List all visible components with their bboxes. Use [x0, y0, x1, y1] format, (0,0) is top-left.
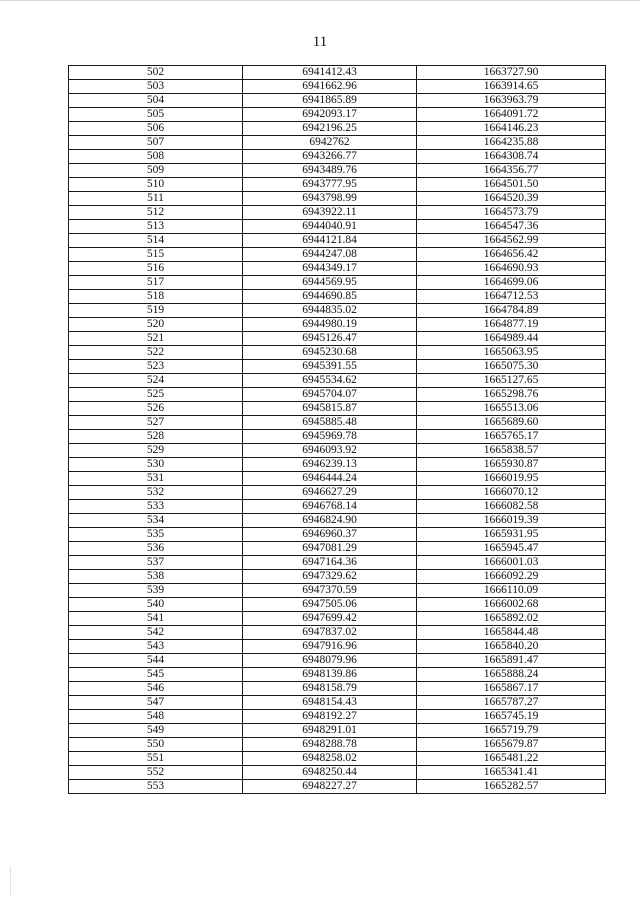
x-coordinate-cell: 6948227.27	[243, 780, 417, 794]
table-row	[69, 150, 606, 164]
point-number-cell: 509	[69, 164, 243, 178]
y-coordinate-cell: 1666092.29	[417, 570, 606, 584]
y-coordinate-cell: 1665679.87	[417, 738, 606, 752]
table-row	[69, 220, 606, 234]
point-number-cell: 527	[69, 416, 243, 430]
y-coordinate-cell: 1664520.39	[417, 192, 606, 206]
table-row	[69, 262, 606, 276]
y-coordinate-cell: 1665481.22	[417, 752, 606, 766]
point-number-cell: 545	[69, 668, 243, 682]
table-row	[69, 710, 606, 724]
x-coordinate-cell: 6943922.11	[243, 206, 417, 220]
y-coordinate-cell: 1664699.06	[417, 276, 606, 290]
point-number-cell: 547	[69, 696, 243, 710]
y-coordinate-cell: 1665931.95	[417, 528, 606, 542]
point-number-cell: 518	[69, 290, 243, 304]
x-coordinate-cell: 6945230.68	[243, 346, 417, 360]
point-number-cell: 524	[69, 374, 243, 388]
y-coordinate-cell: 1665838.57	[417, 444, 606, 458]
point-number-cell: 540	[69, 598, 243, 612]
table-row	[69, 122, 606, 136]
point-number-cell: 550	[69, 738, 243, 752]
y-coordinate-cell: 1666110.09	[417, 584, 606, 598]
margin-mark	[10, 866, 11, 896]
table-row	[69, 192, 606, 206]
page-number: 11	[312, 34, 328, 50]
table-row	[69, 276, 606, 290]
y-coordinate-cell: 1664712.53	[417, 290, 606, 304]
point-number-cell: 549	[69, 724, 243, 738]
x-coordinate-cell: 6944569.95	[243, 276, 417, 290]
point-number-cell: 511	[69, 192, 243, 206]
table-row	[69, 542, 606, 556]
table-row	[69, 528, 606, 542]
table-row	[69, 66, 606, 80]
table-row	[69, 780, 606, 794]
point-number-cell: 530	[69, 458, 243, 472]
y-coordinate-cell: 1663727.90	[417, 66, 606, 80]
point-number-cell: 508	[69, 150, 243, 164]
y-coordinate-cell: 1665298.76	[417, 388, 606, 402]
x-coordinate-cell: 6944040.91	[243, 220, 417, 234]
point-number-cell: 544	[69, 654, 243, 668]
point-number-cell: 536	[69, 542, 243, 556]
point-number-cell: 512	[69, 206, 243, 220]
x-coordinate-cell: 6946444.24	[243, 472, 417, 486]
table-row	[69, 556, 606, 570]
x-coordinate-cell: 6948291.01	[243, 724, 417, 738]
x-coordinate-cell: 6948079.96	[243, 654, 417, 668]
x-coordinate-cell: 6944690.85	[243, 290, 417, 304]
point-number-cell: 520	[69, 318, 243, 332]
point-number-cell: 531	[69, 472, 243, 486]
table-row	[69, 696, 606, 710]
table-row	[69, 290, 606, 304]
table-row	[69, 654, 606, 668]
y-coordinate-cell: 1665892.02	[417, 612, 606, 626]
y-coordinate-cell: 1666019.95	[417, 472, 606, 486]
table-row	[69, 80, 606, 94]
x-coordinate-cell: 6944121.84	[243, 234, 417, 248]
point-number-cell: 552	[69, 766, 243, 780]
y-coordinate-cell: 1665945.47	[417, 542, 606, 556]
y-coordinate-cell: 1665689.60	[417, 416, 606, 430]
x-coordinate-cell: 6948154.43	[243, 696, 417, 710]
table-row	[69, 486, 606, 500]
x-coordinate-cell: 6945391.55	[243, 360, 417, 374]
point-number-cell: 542	[69, 626, 243, 640]
point-number-cell: 533	[69, 500, 243, 514]
table-row	[69, 346, 606, 360]
table-row	[69, 598, 606, 612]
point-number-cell: 519	[69, 304, 243, 318]
y-coordinate-cell: 1666019.39	[417, 514, 606, 528]
x-coordinate-cell: 6941865.89	[243, 94, 417, 108]
table-row	[69, 500, 606, 514]
y-coordinate-cell: 1664308.74	[417, 150, 606, 164]
point-number-cell: 521	[69, 332, 243, 346]
y-coordinate-cell: 1665844.48	[417, 626, 606, 640]
point-number-cell: 503	[69, 80, 243, 94]
point-number-cell: 532	[69, 486, 243, 500]
table-row	[69, 402, 606, 416]
table-row	[69, 178, 606, 192]
table-row	[69, 388, 606, 402]
table-row	[69, 304, 606, 318]
x-coordinate-cell: 6941412.43	[243, 66, 417, 80]
x-coordinate-cell: 6946093.92	[243, 444, 417, 458]
table-row	[69, 738, 606, 752]
y-coordinate-cell: 1665745.19	[417, 710, 606, 724]
y-coordinate-cell: 1665513.06	[417, 402, 606, 416]
y-coordinate-cell: 1666001.03	[417, 556, 606, 570]
x-coordinate-cell: 6948139.86	[243, 668, 417, 682]
point-number-cell: 537	[69, 556, 243, 570]
table-row	[69, 584, 606, 598]
point-number-cell: 504	[69, 94, 243, 108]
x-coordinate-cell: 6948258.02	[243, 752, 417, 766]
x-coordinate-cell: 6944835.02	[243, 304, 417, 318]
point-number-cell: 507	[69, 136, 243, 150]
y-coordinate-cell: 1664235.88	[417, 136, 606, 150]
y-coordinate-cell: 1665930.87	[417, 458, 606, 472]
table-row	[69, 570, 606, 584]
y-coordinate-cell: 1665840.20	[417, 640, 606, 654]
table-row	[69, 206, 606, 220]
point-number-cell: 505	[69, 108, 243, 122]
x-coordinate-cell: 6947505.06	[243, 598, 417, 612]
x-coordinate-cell: 6948250.44	[243, 766, 417, 780]
coordinates-table	[68, 65, 606, 794]
y-coordinate-cell: 1664091.72	[417, 108, 606, 122]
point-number-cell: 513	[69, 220, 243, 234]
y-coordinate-cell: 1663963.79	[417, 94, 606, 108]
y-coordinate-cell: 1664573.79	[417, 206, 606, 220]
x-coordinate-cell: 6941662.96	[243, 80, 417, 94]
table-row	[69, 164, 606, 178]
x-coordinate-cell: 6946627.29	[243, 486, 417, 500]
y-coordinate-cell: 1665888.24	[417, 668, 606, 682]
table-row	[69, 626, 606, 640]
point-number-cell: 543	[69, 640, 243, 654]
x-coordinate-cell: 6942762	[243, 136, 417, 150]
y-coordinate-cell: 1665765.17	[417, 430, 606, 444]
x-coordinate-cell: 6947699.42	[243, 612, 417, 626]
y-coordinate-cell: 1666082.58	[417, 500, 606, 514]
y-coordinate-cell: 1664562.99	[417, 234, 606, 248]
y-coordinate-cell: 1665867.17	[417, 682, 606, 696]
table-row	[69, 752, 606, 766]
y-coordinate-cell: 1664547.36	[417, 220, 606, 234]
y-coordinate-cell: 1664690.93	[417, 262, 606, 276]
y-coordinate-cell: 1664784.89	[417, 304, 606, 318]
table-row	[69, 724, 606, 738]
y-coordinate-cell: 1665063.95	[417, 346, 606, 360]
y-coordinate-cell: 1664356.77	[417, 164, 606, 178]
y-coordinate-cell: 1664989.44	[417, 332, 606, 346]
table-row	[69, 94, 606, 108]
table-row	[69, 374, 606, 388]
point-number-cell: 525	[69, 388, 243, 402]
x-coordinate-cell: 6943266.77	[243, 150, 417, 164]
point-number-cell: 523	[69, 360, 243, 374]
table-row	[69, 472, 606, 486]
y-coordinate-cell: 1666070.12	[417, 486, 606, 500]
page-top-edge	[0, 0, 640, 1]
y-coordinate-cell: 1664656.42	[417, 248, 606, 262]
y-coordinate-cell: 1665282.57	[417, 780, 606, 794]
x-coordinate-cell: 6945969.78	[243, 430, 417, 444]
point-number-cell: 516	[69, 262, 243, 276]
point-number-cell: 502	[69, 66, 243, 80]
x-coordinate-cell: 6945704.07	[243, 388, 417, 402]
x-coordinate-cell: 6947370.59	[243, 584, 417, 598]
table-row	[69, 430, 606, 444]
table-row	[69, 416, 606, 430]
point-number-cell: 515	[69, 248, 243, 262]
table-row	[69, 668, 606, 682]
x-coordinate-cell: 6946824.90	[243, 514, 417, 528]
x-coordinate-cell: 6945126.47	[243, 332, 417, 346]
point-number-cell: 529	[69, 444, 243, 458]
point-number-cell: 506	[69, 122, 243, 136]
y-coordinate-cell: 1665787.27	[417, 696, 606, 710]
point-number-cell: 539	[69, 584, 243, 598]
point-number-cell: 534	[69, 514, 243, 528]
point-number-cell: 541	[69, 612, 243, 626]
table-row	[69, 360, 606, 374]
x-coordinate-cell: 6942093.17	[243, 108, 417, 122]
point-number-cell: 535	[69, 528, 243, 542]
point-number-cell: 514	[69, 234, 243, 248]
x-coordinate-cell: 6946239.13	[243, 458, 417, 472]
coordinates-table-body	[69, 66, 606, 794]
point-number-cell: 526	[69, 402, 243, 416]
point-number-cell: 551	[69, 752, 243, 766]
table-row	[69, 766, 606, 780]
y-coordinate-cell: 1665075.30	[417, 360, 606, 374]
x-coordinate-cell: 6947837.02	[243, 626, 417, 640]
x-coordinate-cell: 6945815.87	[243, 402, 417, 416]
table-row	[69, 234, 606, 248]
x-coordinate-cell: 6943489.76	[243, 164, 417, 178]
x-coordinate-cell: 6948158.79	[243, 682, 417, 696]
y-coordinate-cell: 1664146.23	[417, 122, 606, 136]
table-row	[69, 332, 606, 346]
point-number-cell: 510	[69, 178, 243, 192]
x-coordinate-cell: 6947164.36	[243, 556, 417, 570]
point-number-cell: 528	[69, 430, 243, 444]
y-coordinate-cell: 1664501.50	[417, 178, 606, 192]
x-coordinate-cell: 6947081.29	[243, 542, 417, 556]
point-number-cell: 548	[69, 710, 243, 724]
x-coordinate-cell: 6945534.62	[243, 374, 417, 388]
y-coordinate-cell: 1665341.41	[417, 766, 606, 780]
point-number-cell: 517	[69, 276, 243, 290]
table-row	[69, 682, 606, 696]
x-coordinate-cell: 6947329.62	[243, 570, 417, 584]
x-coordinate-cell: 6944247.08	[243, 248, 417, 262]
point-number-cell: 538	[69, 570, 243, 584]
table-row	[69, 640, 606, 654]
table-row	[69, 108, 606, 122]
y-coordinate-cell: 1665719.79	[417, 724, 606, 738]
x-coordinate-cell: 6946768.14	[243, 500, 417, 514]
x-coordinate-cell: 6948192.27	[243, 710, 417, 724]
y-coordinate-cell: 1665891.47	[417, 654, 606, 668]
y-coordinate-cell: 1663914.65	[417, 80, 606, 94]
point-number-cell: 522	[69, 346, 243, 360]
table-row	[69, 514, 606, 528]
x-coordinate-cell: 6944349.17	[243, 262, 417, 276]
table-row	[69, 458, 606, 472]
y-coordinate-cell: 1666002.68	[417, 598, 606, 612]
x-coordinate-cell: 6943798.99	[243, 192, 417, 206]
x-coordinate-cell: 6945885.48	[243, 416, 417, 430]
x-coordinate-cell: 6946960.37	[243, 528, 417, 542]
x-coordinate-cell: 6944980.19	[243, 318, 417, 332]
x-coordinate-cell: 6947916.96	[243, 640, 417, 654]
y-coordinate-cell: 1664877.19	[417, 318, 606, 332]
x-coordinate-cell: 6942196.25	[243, 122, 417, 136]
table-row	[69, 444, 606, 458]
table-row	[69, 136, 606, 150]
table-row	[69, 248, 606, 262]
table-row	[69, 318, 606, 332]
point-number-cell: 553	[69, 780, 243, 794]
y-coordinate-cell: 1665127.65	[417, 374, 606, 388]
table-row	[69, 612, 606, 626]
point-number-cell: 546	[69, 682, 243, 696]
x-coordinate-cell: 6948288.78	[243, 738, 417, 752]
x-coordinate-cell: 6943777.95	[243, 178, 417, 192]
